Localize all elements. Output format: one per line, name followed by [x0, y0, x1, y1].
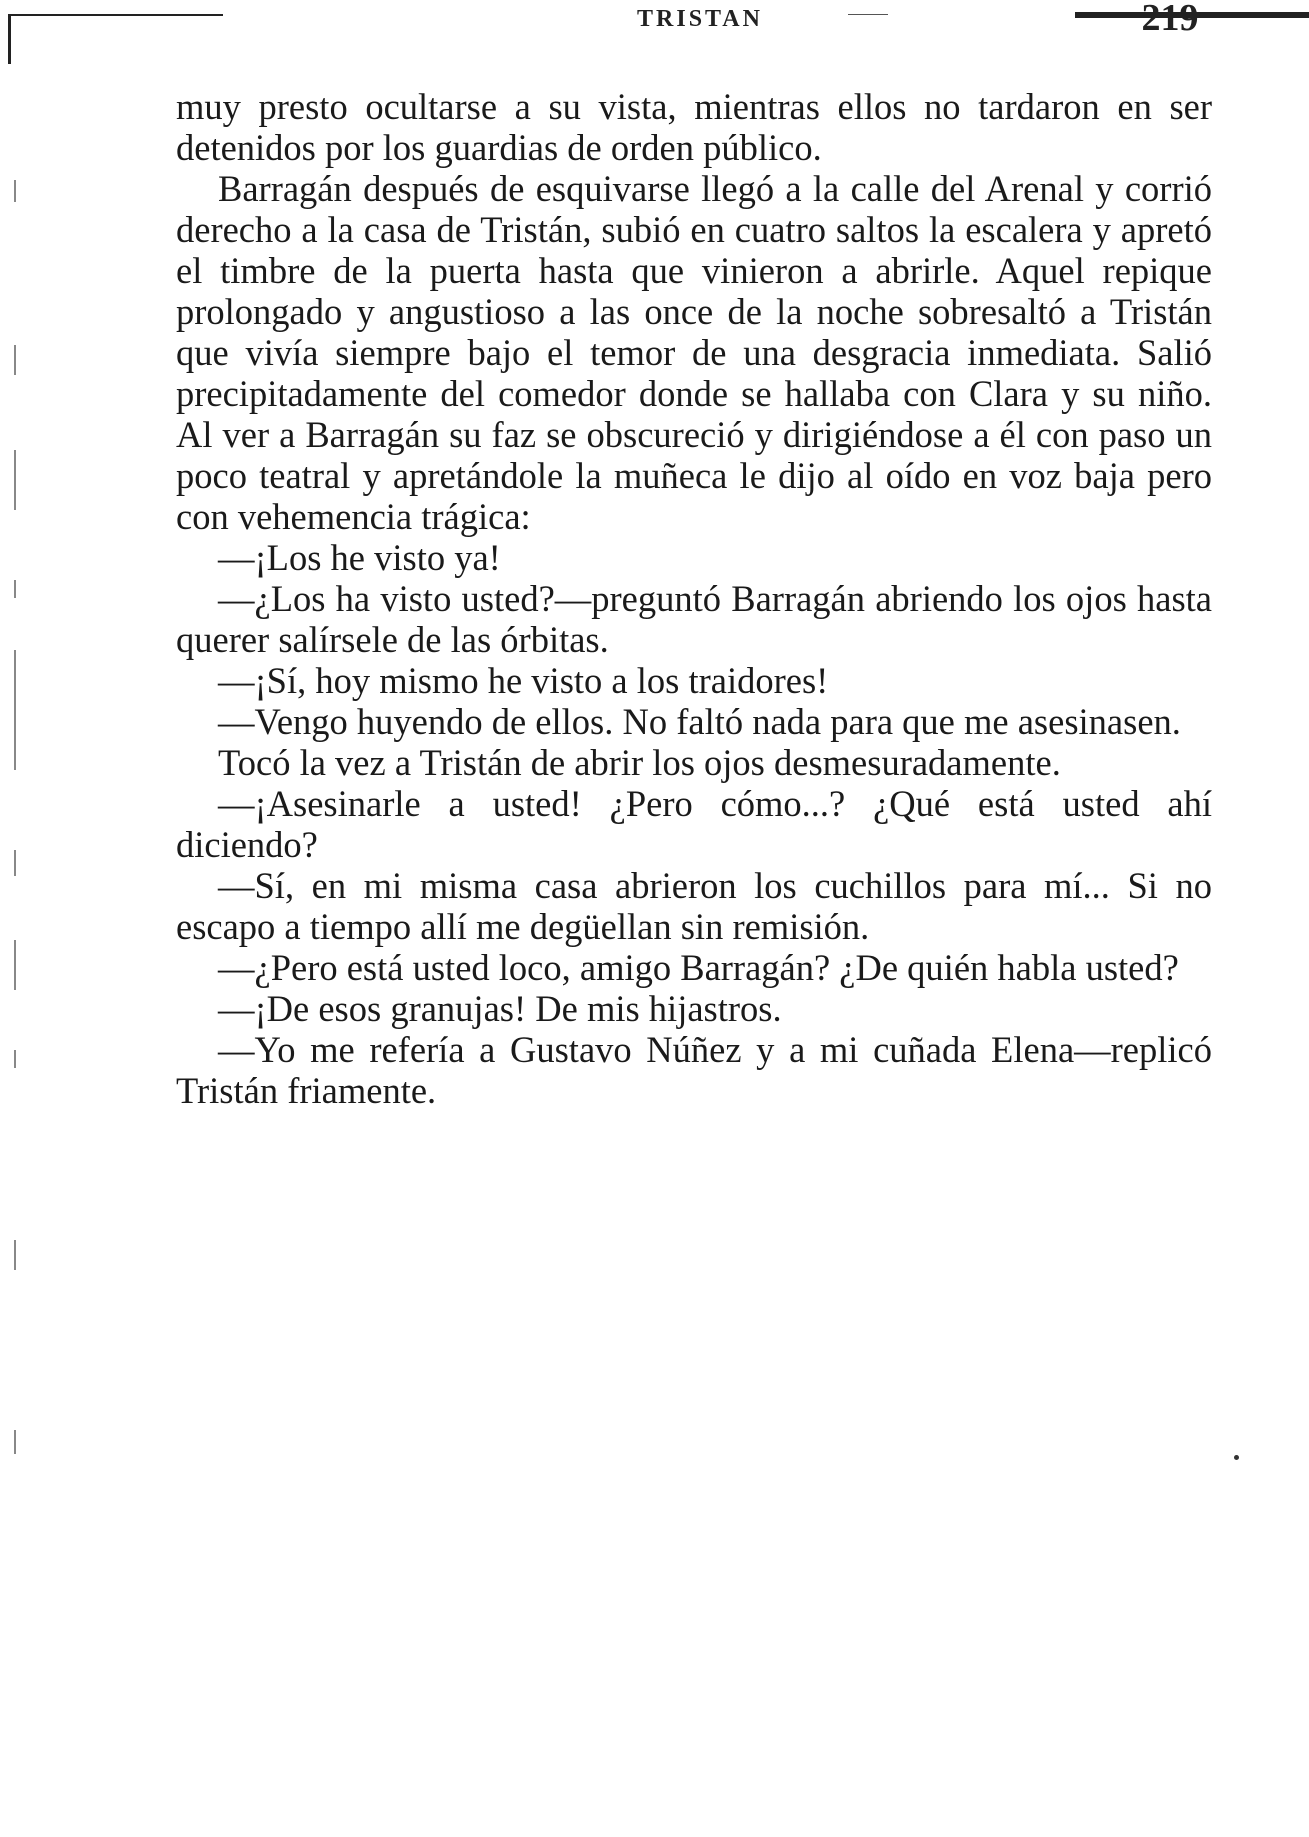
dialogue-line: —¡Sí, hoy mismo he visto a los traidores! [218, 660, 829, 701]
paragraph: Tocó la vez a Tristán de abrir los ojos desmesuradamente. [218, 742, 1061, 783]
paragraph: muy presto ocultarse a su vista, mientras ellos no tardaron en ser detenidos por los guardias de orden público. [176, 86, 1212, 168]
dialogue-line: —Yo me refería a Gustavo Núñez y a mi cuñada Elena—replicó Tristán friamente. [176, 1029, 1212, 1111]
dialogue-line: —¿Los ha visto usted?—preguntó Barragán abriendo los ojos hasta querer salírsele de las órbitas. [176, 578, 1212, 660]
header-rule-tick [8, 14, 11, 64]
dialogue-line: —¡Los he visto ya! [218, 537, 501, 578]
body-text [176, 86, 1212, 1111]
scan-speck [1234, 1455, 1239, 1460]
paragraph: Barragán después de esquivarse llegó a la calle del Arenal y corrió derecho a la casa de Tristán, subió en cuatro saltos la escalera y apretó el timbre de la puerta hasta que vinieron a abrirle. Aquel repique prolongado y angustioso a las once de la noche sobresaltó a Tristán que vivía siempre bajo el temor de una desgracia inmediata. Salió precipitadamente del comedor donde se hallaba con Clara y su niño. Al ver a Barragán su faz se obscureció y dirigiéndose a él con paso un poco teatral y apretándole la muñeca le dijo al oído en voz baja pero con vehemencia trágica: [176, 168, 1212, 537]
header-rule-left [8, 14, 223, 16]
dialogue-line: —¿Pero está usted loco, amigo Barragán? ¿De quién habla usted? [218, 947, 1179, 988]
running-head: TRISTAN [637, 6, 763, 32]
header-rule-middle [848, 14, 888, 15]
dialogue-line: —¡De esos granujas! De mis hijastros. [218, 988, 782, 1029]
margin-scan-marks [14, 150, 28, 1550]
dialogue-line: —Vengo huyendo de ellos. No faltó nada para que me asesinasen. [218, 701, 1181, 742]
page-number: 219 [1141, 0, 1199, 39]
dialogue-line: —Sí, en mi misma casa abrieron los cuchillos para mí... Si no escapo a tiempo allí me degüellan sin remisión. [176, 865, 1212, 947]
dialogue-line: —¡Asesinarle a usted! ¿Pero cómo...? ¿Qué está usted ahí diciendo? [176, 783, 1212, 865]
